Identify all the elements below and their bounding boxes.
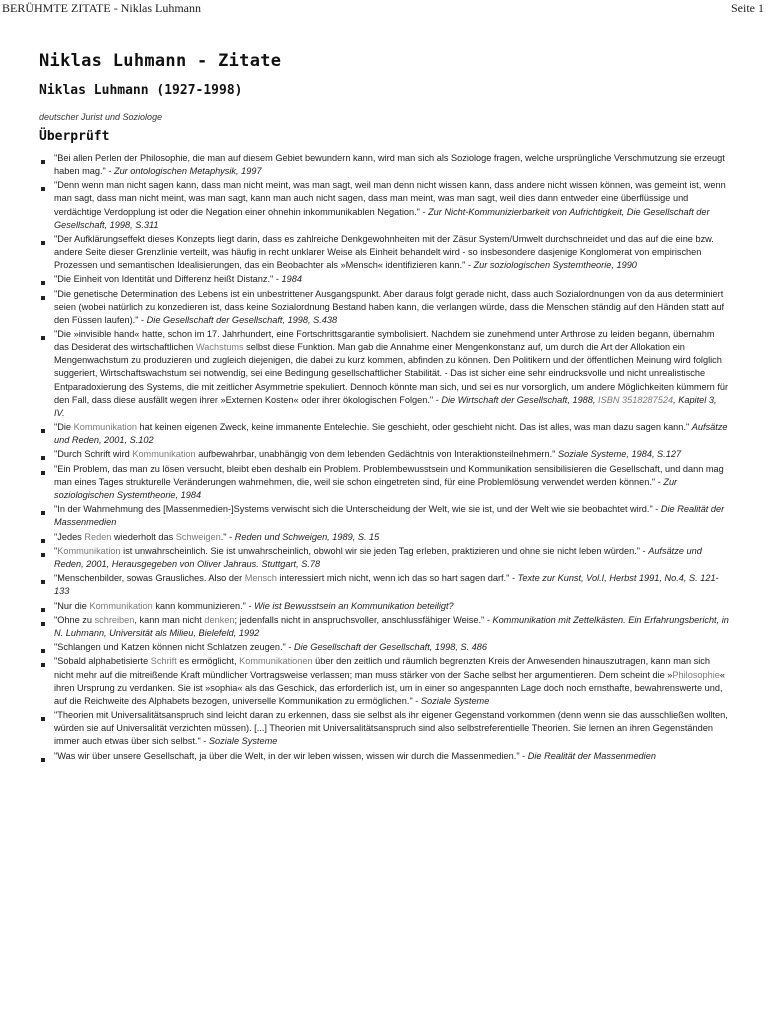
quote-source: Die Gesellschaft der Gesellschaft, 1998, S.438 (146, 314, 338, 325)
quote-link[interactable]: Reden (84, 531, 112, 542)
quote-source: Soziale Systeme (208, 736, 278, 747)
quote-source: Die Gesellschaft der Gesellschaft, 1998, S. 486 (293, 642, 487, 653)
quote-link[interactable]: Kommunikation (132, 449, 196, 460)
quote-text: " (54, 545, 58, 556)
quote-text: "Die genetische Determination des Lebens ist ein unbestrittener Ausgangspunkt. Aber daraus folgt gerade nicht, dass auch Sozialordnungen von da aus determiniert seien (wobei natürlich zu konzedieren ist, dass keine Sozialordnung Bestand haben kann, die verlangen würde, dass die Menschen ständig auf den Händen statt auf den Füssen laufen)." - (54, 288, 725, 325)
quote-text: « ihren Ursprung zu verdanken. Sie ist »sophia« als das Geschick, das erforderlich ist, um in einer so angespannten Lage doch noch ernsthafte, bewahrenswerte und, auf die Reichweite des Alphabets bezogen, universelle Kommunikation zu ermöglichen." - (54, 669, 726, 706)
quote-link[interactable]: Kommunikationen (239, 656, 313, 667)
quote-source: Texte zur Kunst, Vol.I, Herbst 1991, No.4, S. 121-133 (54, 573, 719, 597)
quote-source: Wie ist Bewusstsein an Kommunikation beteiligt? (254, 600, 454, 611)
page-title: Niklas Luhmann - Zitate (39, 51, 282, 71)
quote-item (54, 750, 729, 763)
quote-source: Kommunikation mit Zettelkästen. Ein Erfahrungsbericht, in N. Luhmann, Universität als Milieu, Bielefeld, 1992 (54, 614, 729, 638)
quote-text: selbst diese Funktion. Man gab die Annahme einer Mengenkonstanz auf, um durch die Art der Allokation ein Mengenwachstum zu produzieren und zugleich diejenigen, die dabei zu kurz kommen, abfinden zu können. Den Politikern und der öffentlichen Meinung wird folglich suggeriert, Wirtschaftswachstum sei notwendig, sei eine Bedingung gesellschaftlicher Stabilität. - Das ist sicher eine sehr eindrucksvolle und nicht unrealistische Entparadoxierung des Systems, die mit zeitlicher Asymmetrie spekuliert. Dennoch könnte man sich, und sei es nur vorsorglich, um andere Möglichkeiten kümmern für den Fall, dass diese ausfällt wegen ihrer »Externen Kosten« oder ihrer ökologischen Folgen." - (54, 342, 729, 405)
quote-text: ; jedenfalls nicht in anspruchsvoller, anschlussfähiger Weise." - (234, 614, 493, 625)
quote-source: Zur ontologischen Metaphysik, 1997 (113, 166, 262, 177)
quote-text: es ermöglicht, (176, 656, 240, 667)
quote-link[interactable]: denken (204, 614, 235, 625)
quote-text: "Schlangen und Katzen können nicht Schlatzen zeugen." - (54, 642, 294, 653)
quote-link[interactable]: Mensch (244, 573, 277, 584)
quote-item (54, 545, 729, 571)
quote-text: "Theorien mit Universalitätsanspruch sind leicht daran zu erkennen, dass sie selbst als ihr eigener Gegenstand vorkommen (denn wenn sie das ausschließen wollten, würden sie auf Universalität verzichten müssen). [...] Theorien mit Universalitätsanspruch sind also selbstreferentielle Theorien. Sie lernen an ihren Gegenständen immer auch etwas über sich selbst." - (54, 710, 728, 747)
quote-text: kann kommunizieren." - (152, 600, 255, 611)
quote-item (54, 572, 729, 598)
quote-list (39, 152, 729, 763)
quote-text: "Durch Schrift wird (54, 449, 133, 460)
quote-text: hat keinen eigenen Zweck, keine immanente Entelechie. Sie geschieht, oder geschieht nicht. Das ist alles, was man dazu sagen kann." (136, 422, 692, 432)
quote-text: "Bei allen Perlen der Philosophie, die man auf diesem Gebiet bewundern kann, wird man sich als Soziologe fragen, welche ursprüngliche Verschmutzung sie erzeugt haben mag." - (54, 153, 725, 177)
quote-link[interactable]: Philosophie (672, 669, 720, 680)
quote-source: 1984 (281, 274, 302, 285)
quote-text: "Die »invisible hand« hatte, schon im 17. Jahrhundert, eine Fortschrittsgarantie symbolisiert. Nachdem sie zunehmend unter Arthrose zu leiden begann, übernahm das Desiderat des wirtschaftlichen (54, 329, 715, 353)
quote-link[interactable]: Kommunikation (89, 600, 153, 611)
quote-text: "Die (54, 422, 74, 432)
quote-link[interactable]: Schweigen (175, 531, 221, 542)
quote-text: ist unwahrscheinlich. Sie ist unwahrscheinlich, obwohl wir sie jeden Tag erleben, praktizieren und ohne sie nicht leben würden." - (120, 545, 649, 556)
quote-item (54, 273, 729, 286)
quote-text: "Ein Problem, das man zu lösen versucht, bleibt eben deshalb ein Problem. Problembewusstsein und Kommunikation sensibilisieren die Gesellschaft, und dann mag man eines Tages strukturelle Veränderungen wahrnehmen, die, weil sie schon eingetreten sind, für eine Problemlösung verwendet werden können." - (54, 463, 724, 487)
quote-source: Die Realität der Massenmedien (527, 750, 656, 761)
quote-source: Reden und Schweigen, 1989, S. 15 (234, 531, 380, 542)
quote-text: "Nur die (54, 600, 90, 611)
quote-item (54, 531, 729, 544)
page-number: Seite 1 (731, 1, 764, 15)
quote-text: interessiert mich nicht, wenn ich das so hart sagen darf." - (276, 573, 518, 584)
quote-text: "Denn wenn man nicht sagen kann, dass man nicht meint, was man sagt, weil man denn nicht wissen kann, dass andere nicht wissen können, was gemeint ist, wenn man sagt, dass man nicht meint, was man sagt, kann man auch nicht sagen, dass man meint, was man sagt, weil dies dann entweder eine überflüssige und verdächtige Verdopplung ist oder die Negation einer ohnehin inkommunikablen Negation." - (54, 180, 726, 217)
quote-source: Aufsätze und Reden, 2001, S.102 (54, 422, 728, 446)
quote-item (54, 709, 729, 748)
quote-text: "Sobald alphabetisierte (54, 656, 151, 667)
quote-source: Zur Nicht-Kommunizierbarkeit von Aufrichtigkeit, Die Gesellschaft der Gesellschaft, 1998, S.311 (54, 206, 710, 230)
person-heading: Niklas Luhmann (1927-1998) (39, 83, 243, 98)
quote-text: "Der Aufklärungseffekt dieses Konzepts liegt darin, dass es zahlreiche Denkgewohnheiten mit der Zäsur System/Umwelt durchschneidet und das auf die eine bzw. andere Seite dieser Grenzlinie verteilt, was häufig in recht unklarer Weise als Einheit behandelt wird - so insbesondere dasjenige Konglomerat von empirischen Prozessen und semantischen Idealisierungen, das ein Beobachter als »Mensch« identifizieren kann." - (54, 233, 714, 271)
quote-item (54, 328, 729, 420)
quote-item (54, 614, 729, 640)
quote-source: , Kapitel 3, IV. (54, 394, 717, 418)
section-heading-verified: Überprüft (39, 129, 110, 144)
quote-source: Zur soziologischen Systemtheorie, 1984 (54, 476, 678, 500)
quote-text: wiederholt das (111, 531, 176, 542)
quote-text: "Was wir über unsere Gesellschaft, ja über die Welt, in der wir leben wissen, wissen wir durch die Massenmedien." - (54, 750, 528, 761)
quote-item (54, 600, 729, 613)
quote-item (54, 448, 729, 461)
quote-item (54, 641, 729, 654)
quote-text: ." - (220, 531, 235, 542)
quote-source: Aufsätze und Reden, 2001, Herausgegeben von Oliver Jahraus. Stuttgart, S.78 (54, 545, 702, 569)
document-body (39, 51, 729, 764)
quote-item (54, 152, 729, 178)
quote-text: "Die Einheit von Identität und Differenz heißt Distanz." - (54, 274, 282, 285)
quote-item (54, 421, 729, 447)
quote-link[interactable]: Schrift (150, 656, 177, 667)
header-title: BERÜHMTE ZITATE - Niklas Luhmann (2, 1, 202, 15)
quote-text: "Jedes (54, 531, 85, 542)
quote-item (54, 655, 729, 707)
quote-text: aufbewahrbar, unabhängig von dem lebenden Gedächtnis von Interaktionsteilnehmern." (195, 449, 558, 460)
quote-item (54, 463, 729, 502)
quote-link[interactable]: schreiben (94, 614, 135, 625)
quote-item (54, 288, 729, 327)
quote-text: "In der Wahrnehmung des [Massenmedien-]Systems verwischt sich die Unterscheidung der Welt, wie sie ist, und der Welt wie sie beobachtet wird." - (54, 504, 661, 515)
quote-source: Soziale Systeme (420, 695, 490, 706)
quote-source: Die Wirtschaft der Gesellschaft, 1988, (441, 394, 599, 405)
quote-text: über den zeitlich und räumlich begrenzten Kreis der Anwesenden hinauszutragen, kann man sich nicht mehr auf die mitreißende Kraft mündlicher Vortragsweise verlassen; man muss stärker von der Sache selbst her argumentieren. Dem scheint die » (54, 656, 710, 680)
quote-text: "Ohne zu (54, 614, 95, 625)
quote-source: Die Realität der Massenmedien (54, 504, 725, 528)
quote-link[interactable]: Kommunikation (57, 545, 121, 556)
quote-source: Zur soziologischen Systemtheorie, 1990 (473, 260, 637, 271)
quote-item (54, 503, 729, 529)
quote-source: Soziale Systeme, 1984, S.127 (557, 449, 682, 460)
quote-item (54, 233, 729, 272)
quote-link[interactable]: Wachstums (195, 342, 244, 353)
person-descriptor: deutscher Jurist und Soziologe (39, 112, 163, 122)
quote-link[interactable]: Kommunikation (73, 422, 137, 432)
quote-text: "Menschenbilder, sowas Grausliches. Also der (54, 573, 245, 584)
page-header (0, 0, 768, 18)
quote-link[interactable]: ISBN 3518287524 (598, 394, 674, 405)
quote-text: , kann man nicht (134, 614, 205, 625)
quote-item (54, 179, 729, 231)
